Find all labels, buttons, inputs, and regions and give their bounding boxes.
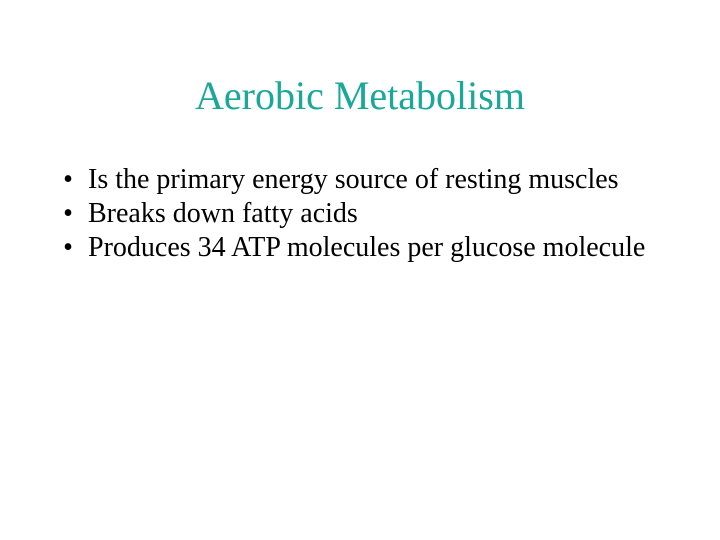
bullet-item xyxy=(56,163,656,197)
bullet-item xyxy=(56,197,656,231)
bullet-dot-icon: • xyxy=(63,164,73,195)
bullet-item xyxy=(56,231,656,265)
bullet-dot-icon: • xyxy=(63,198,73,229)
bullet-dot-icon: • xyxy=(63,232,73,263)
bullet-text: Produces 34 ATP molecules per glucose molecule xyxy=(88,232,646,263)
bullet-text: Breaks down fatty acids xyxy=(88,198,358,229)
slide-title: Aerobic Metabolism xyxy=(195,73,525,118)
bullet-list xyxy=(56,163,656,265)
bullet-text: Is the primary energy source of resting muscles xyxy=(88,164,619,195)
